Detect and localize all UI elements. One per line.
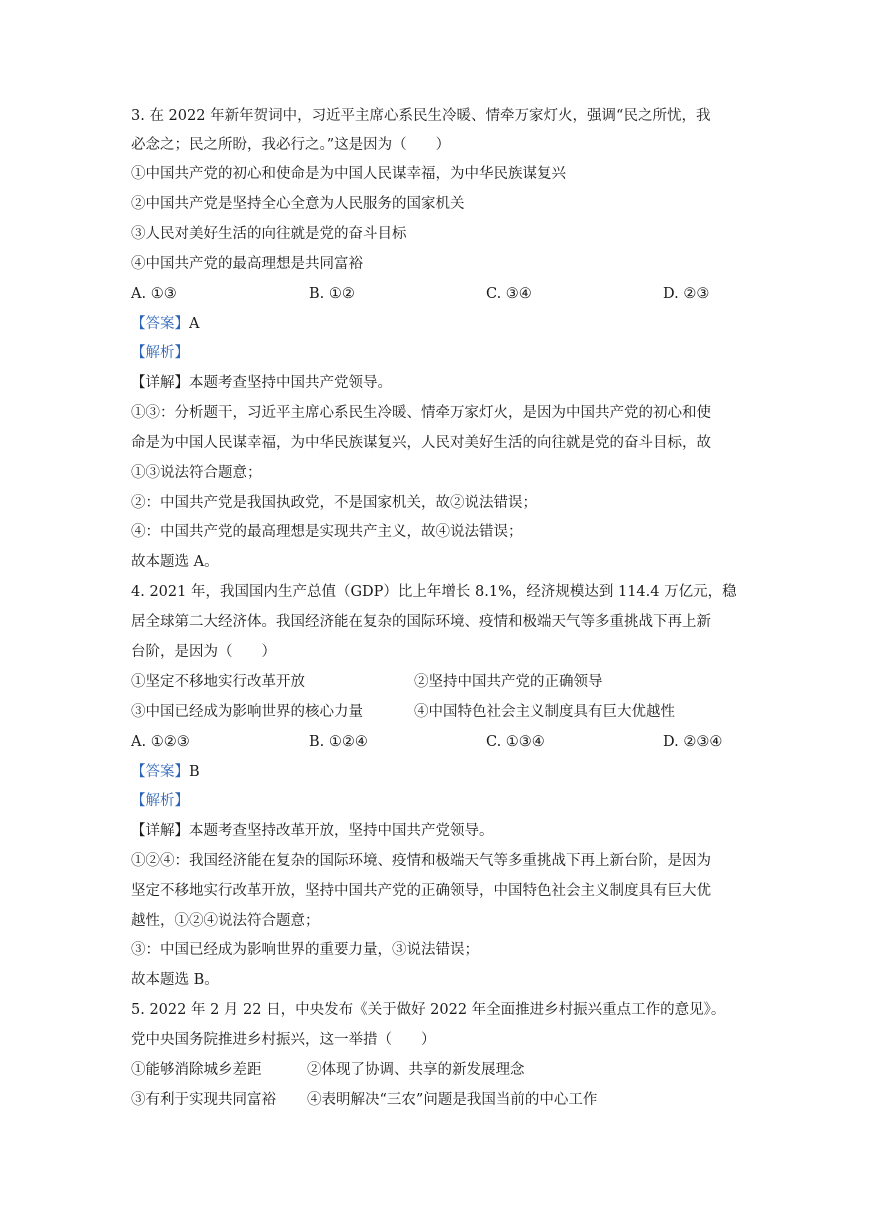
q3-detail-text: 本题考查坚持中国共产党领导。 [189, 375, 392, 391]
detail-tag: 【详解】 [131, 375, 189, 391]
q4-statement-2: ②坚持中国共产党的正确领导 [414, 674, 603, 690]
q3-statement-4: ④中国共产党的最高理想是共同富裕 [131, 256, 363, 272]
q4-explain-4: ③：中国已经成为影响世界的重要力量，③说法错误； [131, 942, 479, 958]
q4-detail [131, 821, 743, 841]
q3-explain-2: 命是为中国人民谋幸福，为中华民族谋复兴，人民对美好生活的向往就是党的奋斗目标，故 [131, 435, 711, 451]
q4-explain-2: 坚定不移地实行改革开放，坚持中国共产党的正确领导，中国特色社会主义制度具有巨大优 [131, 883, 711, 899]
analysis-tag: 【解析】 [131, 345, 189, 361]
q4-options [131, 732, 743, 752]
answer-tag: 【答案】 [131, 316, 189, 332]
q4-statements-row1 [131, 672, 743, 692]
q3-stem-line1: 3. 在 2022 年新年贺词中，习近平主席心系民生冷暖、情牵万家灯火，强调“民之所忧，我 [131, 108, 711, 124]
q3-analysis [131, 343, 743, 363]
q3-explain-3: ①③说法符合题意； [131, 465, 262, 481]
q4-explain-3: 越性，①②④说法符合题意； [131, 913, 320, 929]
q3-option-d: D. ②③ [663, 286, 710, 302]
answer-tag: 【答案】 [131, 764, 189, 780]
q4-option-a: A. ①②③ [131, 734, 190, 750]
q4-analysis [131, 791, 743, 811]
q3-explain-1: ①③：分析题干，习近平主席心系民生冷暖、情牵万家灯火，是因为中国共产党的初心和使 [131, 405, 711, 421]
q3-answer-value: A [189, 316, 200, 332]
q4-answer [131, 762, 743, 782]
q5-statements-row1 [131, 1060, 743, 1080]
q3-explain-5: ④：中国共产党的最高理想是实现共产主义，故④说法错误； [131, 524, 523, 540]
q4-stem-line3: 台阶，是因为（ ） [131, 644, 276, 660]
q4-answer-value: B [189, 764, 200, 780]
q4-stem-line1: 4. 2021 年，我国国内生产总值（GDP）比上年增长 8.1%，经济规模达到 114.4 万亿元，稳 [131, 584, 737, 600]
q5-statement-3: ③有利于实现共同富裕 [131, 1092, 276, 1108]
q4-statement-4: ④中国特色社会主义制度具有巨大优越性 [414, 704, 675, 720]
q4-statement-1: ①坚定不移地实行改革开放 [131, 674, 305, 690]
q3-option-b: B. ①② [309, 286, 355, 302]
q5-stem-line1: 5. 2022 年 2 月 22 日，中央发布《关于做好 2022 年全面推进乡村振兴重点工作的意见》。 [131, 1002, 726, 1018]
q3-option-c: C. ③④ [486, 286, 532, 302]
detail-tag: 【详解】 [131, 823, 189, 839]
q5-stem-line2: 党中央国务院推进乡村振兴，这一举措（ ） [131, 1032, 436, 1048]
q3-statement-3: ③人民对美好生活的向往就是党的奋斗目标 [131, 226, 407, 242]
q3-detail [131, 373, 743, 393]
q4-option-b: B. ①②④ [309, 734, 368, 750]
q3-option-a: A. ①③ [131, 286, 177, 302]
q3-options [131, 284, 743, 304]
q4-option-c: C. ①③④ [486, 734, 545, 750]
q4-statements-row2 [131, 702, 743, 722]
q5-statements-row2 [131, 1090, 743, 1110]
q5-statement-2: ②体现了协调、共享的新发展理念 [307, 1062, 525, 1078]
q4-detail-text: 本题考查坚持改革开放，坚持中国共产党领导。 [189, 823, 494, 839]
q3-statement-2: ②中国共产党是坚持全心全意为人民服务的国家机关 [131, 196, 465, 212]
q3-stem-line2: 必念之；民之所盼，我必行之。”这是因为（ ） [131, 137, 451, 153]
q4-explain-5: 故本题选 B。 [131, 972, 219, 988]
q3-answer [131, 314, 743, 334]
q4-statement-3: ③中国已经成为影响世界的核心力量 [131, 704, 363, 720]
q5-statement-4: ④表明解决“三农”问题是我国当前的中心工作 [307, 1092, 598, 1108]
q4-option-d: D. ②③④ [663, 734, 723, 750]
q4-explain-1: ①②④：我国经济能在复杂的国际环境、疫情和极端天气等多重挑战下再上新台阶，是因为 [131, 853, 711, 869]
q3-statement-1: ①中国共产党的初心和使命是为中国人民谋幸福，为中华民族谋复兴 [131, 166, 566, 182]
q4-stem-line2: 居全球第二大经济体。我国经济能在复杂的国际环境、疫情和极端天气等多重挑战下再上新 [131, 614, 711, 630]
q3-explain-4: ②：中国共产党是我国执政党，不是国家机关，故②说法错误； [131, 495, 537, 511]
analysis-tag: 【解析】 [131, 793, 189, 809]
q3-explain-6: 故本题选 A。 [131, 554, 219, 570]
q5-statement-1: ①能够消除城乡差距 [131, 1062, 262, 1078]
